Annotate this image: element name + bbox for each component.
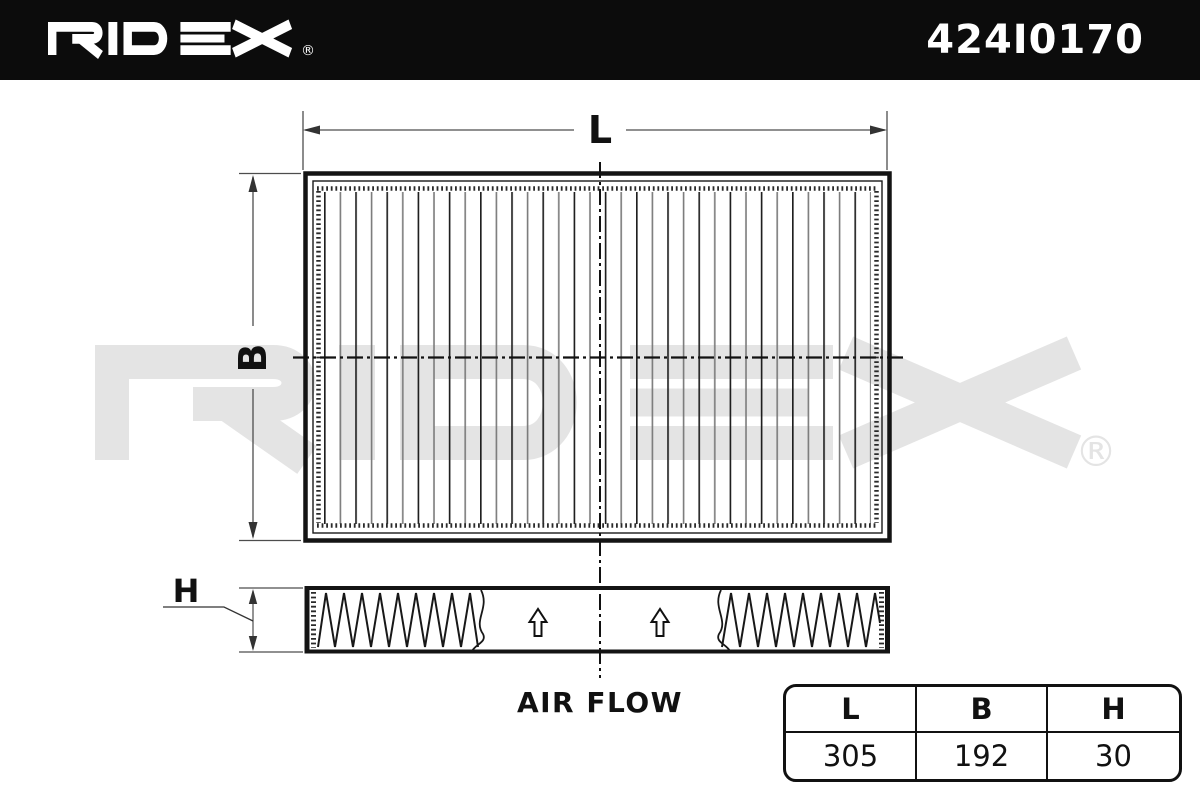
height-dimension-label: H: [172, 572, 200, 610]
header-bar: [0, 0, 1200, 80]
table-header-H: H: [1048, 687, 1179, 733]
ridex-logo: [48, 22, 298, 55]
air-flow-arrow-right: [652, 609, 669, 636]
registered-mark-icon: [301, 42, 317, 58]
table-header-B: B: [917, 687, 1048, 733]
arrowhead-right: [870, 126, 887, 135]
air-flow-arrow-left: [530, 609, 547, 636]
arrowhead-down: [249, 636, 257, 651]
table-header-L: L: [786, 687, 917, 733]
arrowhead-up: [249, 175, 258, 192]
table-value-H: 30: [1095, 739, 1132, 773]
break-line-right: [718, 590, 730, 651]
brand-logo: [48, 22, 317, 58]
air-flow-label: AIR FLOW: [516, 686, 684, 719]
width-dimension-label: B: [231, 343, 275, 373]
pleat-zigzag-left: [318, 593, 478, 647]
table-value-B: 192: [917, 733, 1048, 779]
registered-mark: ®: [301, 43, 315, 58]
filter-side-view: [305, 586, 890, 654]
length-dimension-label: L: [587, 108, 613, 152]
table-value-L: 305: [786, 733, 917, 779]
pleat-zigzag-right: [722, 593, 880, 647]
watermark-registered-mark: ®: [1075, 427, 1117, 476]
part-number: 424I0170: [926, 17, 1144, 63]
arrowhead-up: [249, 589, 257, 604]
dimensions-table: [783, 684, 1182, 782]
filter-top-view: [293, 162, 903, 678]
arrowhead-down: [249, 522, 258, 539]
arrowhead-left: [303, 126, 320, 135]
